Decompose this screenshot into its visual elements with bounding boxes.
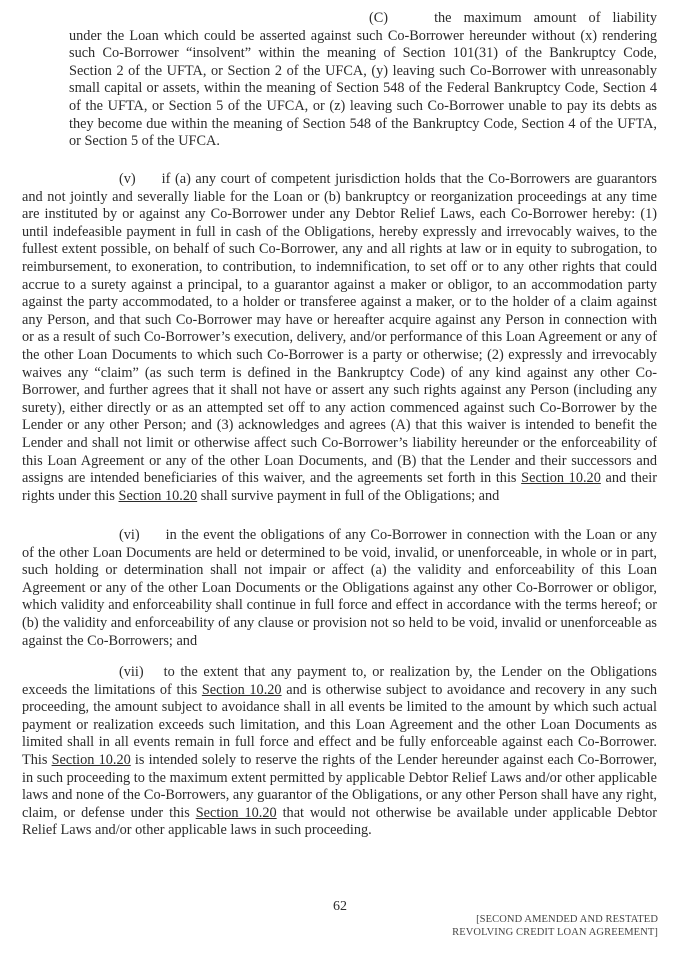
footer-line-1: [SECOND AMENDED AND RESTATED xyxy=(476,914,658,925)
paragraph-vii-label: (vii) xyxy=(119,664,144,680)
paragraph-vi-label: (vi) xyxy=(119,527,140,543)
paragraph-v-label: (v) xyxy=(119,171,136,187)
footer-line-2: REVOLVING CREDIT LOAN AGREEMENT] xyxy=(452,926,658,938)
paragraph-vii-text-3: is intended solely to reserve the rights of the Lender hereunder against each Co-Borrower, in such proceeding to the maximum extent permitted by applicable Debtor Relief Laws and/or other applicable laws and none of the Co-Borrowers, any guarantor of the Obligations, or any other Person shall have any right, claim, or defense under this xyxy=(22,751,657,821)
paragraph-c xyxy=(69,10,657,151)
paragraph-c-text: the maximum amount of liability under the Loan which could be asserted against such Co-Borrower hereunder without (x) rendering such Co-Borrower “insolvent” within the meaning of Section 101(31) of the Bankruptcy Code, Section 2 of the UFTA, or Section 2 of the UFCA, (y) leaving such Co-Borrower with unreasonably small capital or assets, within the meaning of Section 548 of the Federal Bankruptcy Code, Section 4 of the UFTA, or Section 5 of the UFCA, or (z) leaving such Co-Borrower unable to pay its debts as they become due within the meaning of Section 548 of the Bankruptcy Code, Section 4 of the UFTA, or Section 5 of the UFCA. xyxy=(69,10,657,150)
document-footer xyxy=(452,914,658,939)
paragraph-vii xyxy=(22,664,657,840)
paragraph-v-text-2: and their rights under this xyxy=(22,470,658,504)
paragraph-vi xyxy=(22,527,657,650)
paragraph-v-text-1: if (a) any court of competent jurisdiction holds that the Co-Borrowers are guarantors and not jointly and severally liable for the Loan or (b) bankruptcy or reorganization proceedings at any time are instituted by or against any Co-Borrower under any Debtor Relief Laws, each Co-Borrower hereby: (1) until indefeasible payment in full in cash of the Obligations, hereby expressly and irrevocably waives, to the fullest extent possible, on behalf of such Co-Borrower, any and all rights at law or in equity to subrogation, to reimbursement, to exoneration, to contribution, to indemnification, to set off or to any other rights that could accrue to a surety against a principal, to a guarantor against a maker or obligor, to an accommodation party against the party accommodated, to a holder or transferee against a maker, or to the holder of a claim against any Person, and that such Co-Borrower may have or hereafter acquire against any Person in connection with or as a result of such Co-Borrower’s execution, delivery, and/or performance of this Loan Agreement or any of the other Loan Documents to which such Co-Borrower is a party or otherwise; (2) expressly and irrevocably waives any “claim” (as such term is defined in the Bankruptcy Code) of any kind against any other Co-Borrower, and further agrees that it shall not have or assert any such rights against any Person (including any surety), either directly or as an attempted set off to any action commenced against such Co-Borrower by the Lender or any other Person; and (3) acknowledges and agrees (A) that this waiver is intended to benefit the Lender and shall not limit or otherwise affect such Co-Borrower’s liability hereunder or the enforceability of this Loan Agreement or any of the other Loan Documents, and (B) that the Lender and their successors and assigns are intended beneficiaries of this waiver, and the agreements set forth in this xyxy=(22,171,657,487)
paragraph-vii-text-2: and is otherwise subject to avoidance and recovery in any such proceeding, the amount subject to avoidance shall in all events be limited to the amount by which such actual payment or realization exceeds such limitation, and this Loan Agreement and the other Loan Documents as limited shall in all events remain in full force and effect and be fully enforceable against each Co-Borrower. This xyxy=(22,681,657,768)
paragraph-v-text-3: shall survive payment in full of the Obligations; and xyxy=(200,487,500,504)
page-number: 62 xyxy=(333,899,347,914)
section-reference-link[interactable]: Section 10.20 xyxy=(195,804,277,821)
paragraph-vi-text: in the event the obligations of any Co-Borrower in connection with the Loan or any of the other Loan Documents are held or determined to be void, invalid, or unenforceable, in whole or in part, such holding or determination shall not impair or affect (a) the validity and enforceability of this Loan Agreement or any of the other Loan Documents or the Obligations against any other Co-Borrower or obligor, which validity and enforceability shall continue in full force and effect in accordance with the terms hereof; or (b) the validity and enforceability of any clause or provision not so held to be void, invalid or unenforceable as against the Co-Borrowers; and xyxy=(22,527,657,649)
paragraph-c-label: (C) xyxy=(369,10,389,26)
section-reference-link[interactable]: Section 10.20 xyxy=(118,487,198,504)
paragraph-vii-text-1: to the extent that any payment to, or realization by, the Lender on the Obligations exceeds the limitations of this xyxy=(22,664,657,698)
section-reference-link[interactable]: Section 10.20 xyxy=(51,751,131,768)
paragraph-vii-text-4: that would not otherwise be available under applicable Debtor Relief Laws and/or other applicable laws in such proceeding. xyxy=(22,804,657,839)
section-reference-link[interactable]: Section 10.20 xyxy=(521,470,601,487)
section-reference-link[interactable]: Section 10.20 xyxy=(201,681,282,698)
paragraph-v xyxy=(22,171,657,505)
